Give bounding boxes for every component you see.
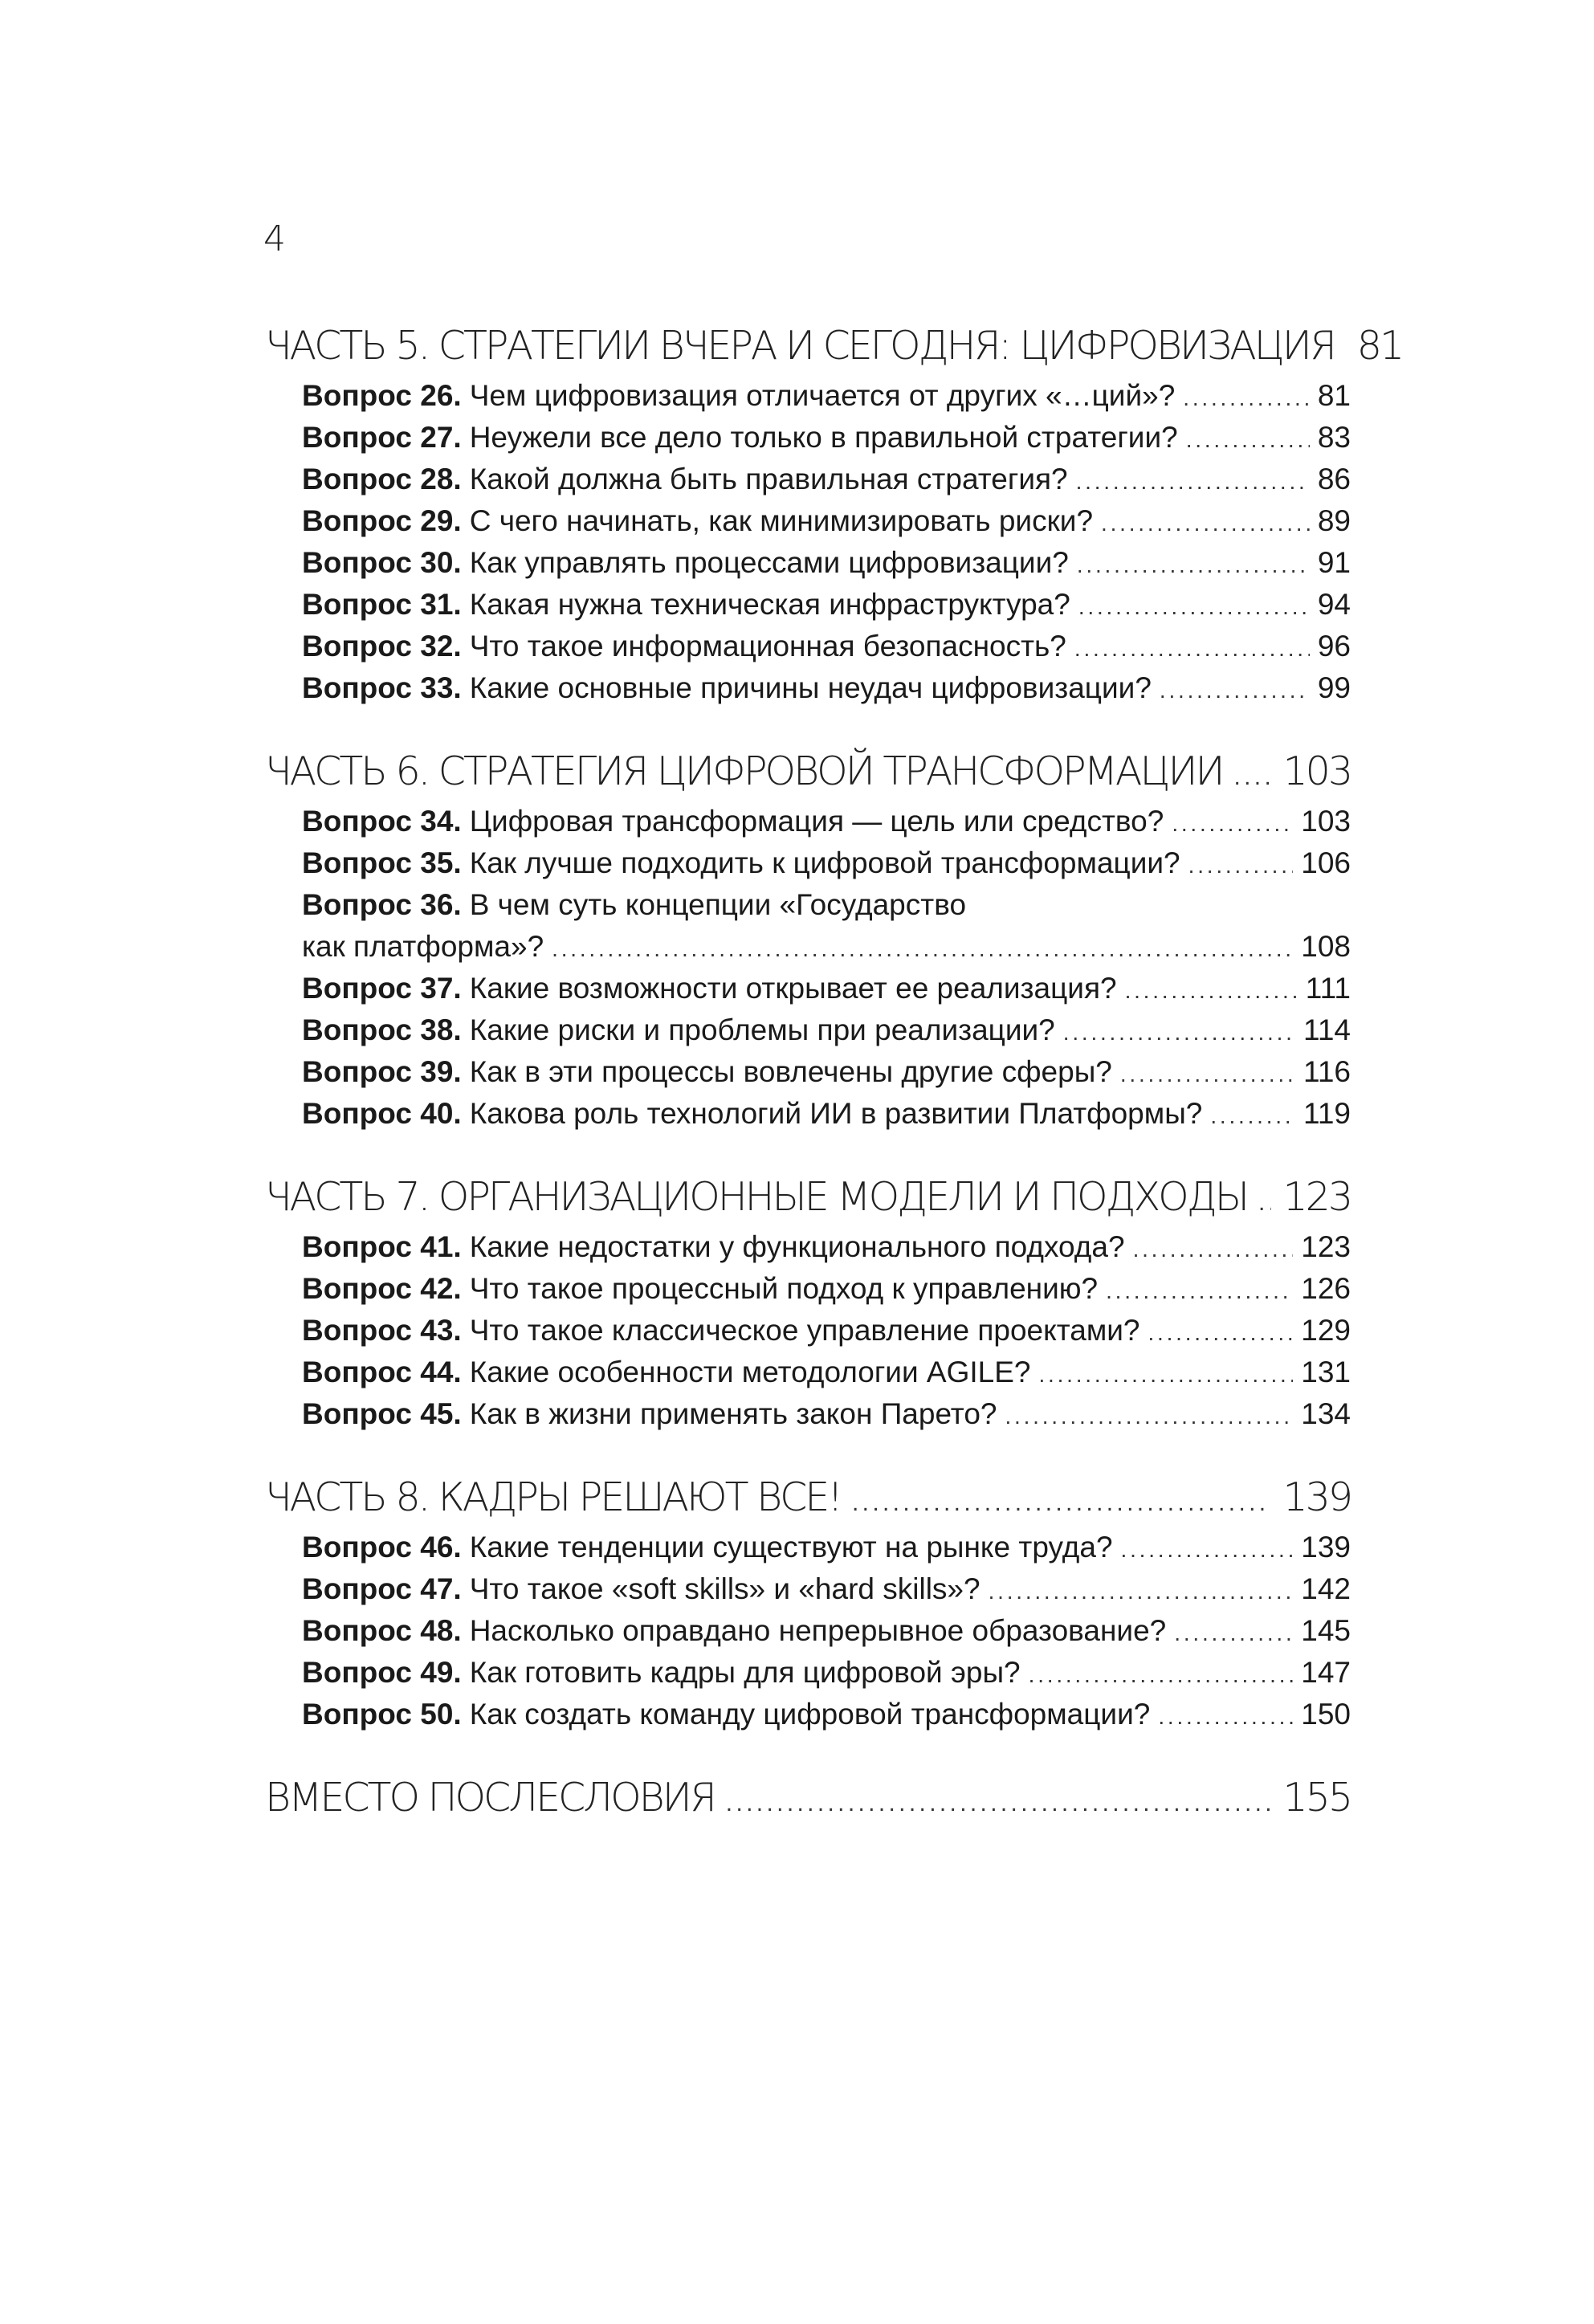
entry-text: Как создать команду цифровой трансформации? (469, 1698, 1151, 1731)
part-heading[interactable] (265, 748, 1351, 805)
toc-entry[interactable] (302, 421, 1351, 463)
entry-page-number: 129 (1301, 1314, 1351, 1347)
entry-label: Вопрос 44. (302, 1356, 462, 1388)
dot-leader (1120, 1062, 1295, 1087)
toc-entry[interactable] (302, 1013, 1351, 1055)
part-title: ВМЕСТО ПОСЛЕСЛОВИЯ (265, 1775, 715, 1820)
entry-label: Вопрос 32. (302, 630, 462, 663)
toc-entry[interactable] (302, 1656, 1351, 1698)
entry-text: С чего начинать, как минимизировать риски? (469, 504, 1094, 537)
entry-text: Что такое «soft skills» и «hard skills»? (469, 1572, 980, 1605)
part-heading[interactable] (265, 1474, 1351, 1531)
entry-text: Какая нужна техническая инфраструктура? (469, 588, 1070, 621)
entry-label: Вопрос 35. (302, 846, 462, 879)
toc-entry[interactable] (302, 805, 1351, 846)
entry-page-number: 99 (1317, 671, 1351, 704)
toc-entry[interactable] (302, 1230, 1351, 1272)
dot-leader (1121, 1537, 1294, 1563)
toc-entry[interactable] (302, 630, 1351, 671)
entry-label: Вопрос 41. (302, 1230, 462, 1263)
toc-entry[interactable] (302, 888, 1351, 972)
entry-page-number: 96 (1317, 630, 1351, 663)
toc-entry[interactable] (302, 504, 1351, 546)
part-title: ЧАСТЬ 5. СТРАТЕГИИ ВЧЕРА И СЕГОДНЯ: ЦИФРОВИЗАЦИЯ (265, 323, 1335, 369)
part-page-number: 155 (1282, 1775, 1351, 1820)
entry-page-number: 142 (1301, 1572, 1351, 1605)
entry-label: Вопрос 27. (302, 421, 462, 454)
entry-page-number: 123 (1301, 1230, 1351, 1263)
toc-entry[interactable] (302, 1055, 1351, 1097)
entry-page-number: 103 (1301, 805, 1351, 838)
toc-afterword (265, 1775, 1351, 1831)
toc-part-7 (265, 1174, 1351, 1439)
dot-leader (1233, 764, 1271, 791)
dot-leader (1258, 1189, 1271, 1217)
dot-leader (1125, 978, 1298, 1004)
entry-page-number: 114 (1303, 1013, 1351, 1046)
entry-text: Цифровая трансформация — цель или средство? (469, 805, 1164, 838)
entry-label: Вопрос 34. (302, 805, 462, 838)
entry-text: Как лучше подходить к цифровой трансформации? (469, 846, 1180, 879)
toc-part-6 (265, 748, 1351, 1139)
entry-text: Как управлять процессами цифровизации? (469, 546, 1069, 579)
entry-text: Как готовить кадры для цифровой эры? (469, 1656, 1021, 1689)
entry-text: Какие особенности методологии AGILE? (469, 1356, 1031, 1388)
toc-entry[interactable] (302, 1356, 1351, 1397)
entry-text: Какова роль технологий ИИ в развитии Платформы? (469, 1097, 1203, 1130)
entry-label: Вопрос 48. (302, 1614, 462, 1647)
entry-page-number: 126 (1301, 1272, 1351, 1305)
entry-page-number: 111 (1305, 972, 1351, 1005)
dot-leader (989, 1579, 1294, 1604)
dot-leader (1106, 1278, 1293, 1304)
entry-label: Вопрос 47. (302, 1572, 462, 1605)
entry-page-number: 94 (1317, 588, 1351, 621)
toc-entry[interactable] (302, 463, 1351, 504)
entry-page-number: 139 (1301, 1531, 1351, 1564)
entry-label: Вопрос 26. (302, 379, 462, 412)
entry-text: Какие возможности открывает ее реализация? (469, 972, 1117, 1005)
entry-text-continued: как платформа»? (302, 930, 544, 963)
dot-leader (1077, 552, 1310, 578)
part-heading[interactable] (265, 323, 1403, 379)
entry-text: Какие тенденции существуют на рынке труда? (469, 1531, 1113, 1564)
entry-text: Неужели все дело только в правильной стратегии? (469, 421, 1178, 454)
dot-leader (1160, 678, 1310, 703)
entry-page-number: 106 (1301, 846, 1351, 879)
toc-entry[interactable] (302, 1272, 1351, 1314)
entry-page-number: 89 (1317, 504, 1351, 537)
dot-leader (1183, 385, 1310, 411)
toc-entry[interactable] (302, 972, 1351, 1013)
entry-text: Что такое процессный подход к управлению? (469, 1272, 1099, 1305)
entry-text: Какие недостатки у функционального подхода? (469, 1230, 1125, 1263)
part-page-number: 139 (1282, 1474, 1351, 1520)
toc-entry[interactable] (302, 1698, 1351, 1739)
dot-leader (1078, 594, 1310, 620)
entry-label: Вопрос 43. (302, 1314, 462, 1347)
entry-page-number: 81 (1317, 379, 1351, 412)
toc-entry[interactable] (302, 1614, 1351, 1656)
toc-entry[interactable] (302, 671, 1351, 713)
entry-page-number: 91 (1317, 546, 1351, 579)
toc-entry[interactable] (302, 1314, 1351, 1356)
entry-label: Вопрос 40. (302, 1097, 462, 1130)
entry-text: Чем цифровизация отличается от других «…ций»? (469, 379, 1176, 412)
entry-label: Вопрос 29. (302, 504, 462, 537)
dot-leader (1210, 1103, 1295, 1129)
dot-leader (552, 936, 1293, 962)
toc-entry[interactable] (302, 1572, 1351, 1614)
toc-entry[interactable] (302, 1397, 1351, 1439)
dot-leader (1039, 1362, 1294, 1388)
entry-page-number: 134 (1301, 1397, 1351, 1430)
dot-leader (1186, 427, 1310, 453)
dot-leader (852, 1490, 1271, 1517)
entry-text: Насколько оправдано непрерывное образование? (469, 1614, 1167, 1647)
toc-entry[interactable] (302, 588, 1351, 630)
entry-label: Вопрос 46. (302, 1531, 462, 1564)
part-page-number: 103 (1282, 748, 1351, 794)
toc-entry[interactable] (302, 1531, 1351, 1572)
entry-label: Вопрос 37. (302, 972, 462, 1005)
entry-text: Какие риски и проблемы при реализации? (469, 1013, 1055, 1046)
entry-page-number: 150 (1301, 1698, 1351, 1731)
dot-leader (1063, 1020, 1295, 1046)
toc-entry[interactable] (302, 379, 1351, 421)
entry-page-number: 119 (1303, 1097, 1351, 1130)
entry-label: Вопрос 30. (302, 546, 462, 579)
entry-page-number: 147 (1301, 1656, 1351, 1689)
dot-leader (1133, 1237, 1294, 1262)
toc-entry[interactable] (302, 546, 1351, 588)
dot-leader (1174, 1621, 1293, 1646)
entry-label: Вопрос 50. (302, 1698, 462, 1731)
entry-label: Вопрос 28. (302, 463, 462, 495)
entry-text: В чем суть концепции «Государство (469, 888, 967, 921)
entry-text: Как в эти процессы вовлечены другие сферы? (469, 1055, 1112, 1088)
dot-leader (1101, 511, 1310, 536)
toc-part-8 (265, 1474, 1351, 1739)
entry-label: Вопрос 39. (302, 1055, 462, 1088)
entry-label: Вопрос 31. (302, 588, 462, 621)
part-title: ЧАСТЬ 8. КАДРЫ РЕШАЮТ ВСЕ! (265, 1474, 841, 1520)
part-heading[interactable] (265, 1174, 1351, 1230)
toc-entry[interactable] (302, 846, 1351, 888)
dot-leader (726, 1790, 1272, 1817)
toc-part-5 (265, 323, 1403, 713)
entry-page-number: 86 (1317, 463, 1351, 495)
entry-text: Как в жизни применять закон Парето? (469, 1397, 997, 1430)
toc-entry[interactable] (302, 1097, 1351, 1139)
dot-leader (1148, 1320, 1294, 1346)
part-page-number: 123 (1282, 1174, 1351, 1220)
entry-label: Вопрос 45. (302, 1397, 462, 1430)
entry-text: Что такое информационная безопасность? (469, 630, 1066, 663)
entry-page-number: 131 (1301, 1356, 1351, 1388)
table-of-contents (265, 323, 1403, 1866)
entry-label: Вопрос 33. (302, 671, 462, 704)
entry-text: Что такое классическое управление проектами? (469, 1314, 1140, 1347)
dot-leader (1158, 1704, 1293, 1730)
entry-text: Какие основные причины неудач цифровизации? (469, 671, 1152, 704)
dot-leader (1188, 853, 1294, 879)
entry-label: Вопрос 49. (302, 1656, 462, 1689)
part-page-number: 81 (1356, 323, 1403, 369)
part-heading[interactable] (265, 1775, 1351, 1831)
entry-page-number: 116 (1303, 1055, 1351, 1088)
dot-leader (1005, 1404, 1293, 1429)
dot-leader (1029, 1662, 1294, 1688)
entry-label: Вопрос 38. (302, 1013, 462, 1046)
page-number: 4 (263, 218, 286, 259)
entry-label: Вопрос 36. (302, 888, 462, 921)
part-title: ЧАСТЬ 7. ОРГАНИЗАЦИОННЫЕ МОДЕЛИ И ПОДХОДЫ (265, 1174, 1247, 1220)
entry-text: Какой должна быть правильная стратегия? (469, 463, 1068, 495)
entry-page-number: 145 (1301, 1614, 1351, 1647)
dot-leader (1172, 811, 1293, 837)
dot-leader (1076, 469, 1310, 495)
entry-page-number: 108 (1301, 930, 1351, 963)
entry-page-number: 83 (1317, 421, 1351, 454)
entry-label: Вопрос 42. (302, 1272, 462, 1305)
part-title: ЧАСТЬ 6. СТРАТЕГИЯ ЦИФРОВОЙ ТРАНСФОРМАЦИИ (265, 748, 1223, 794)
dot-leader (1074, 636, 1310, 662)
